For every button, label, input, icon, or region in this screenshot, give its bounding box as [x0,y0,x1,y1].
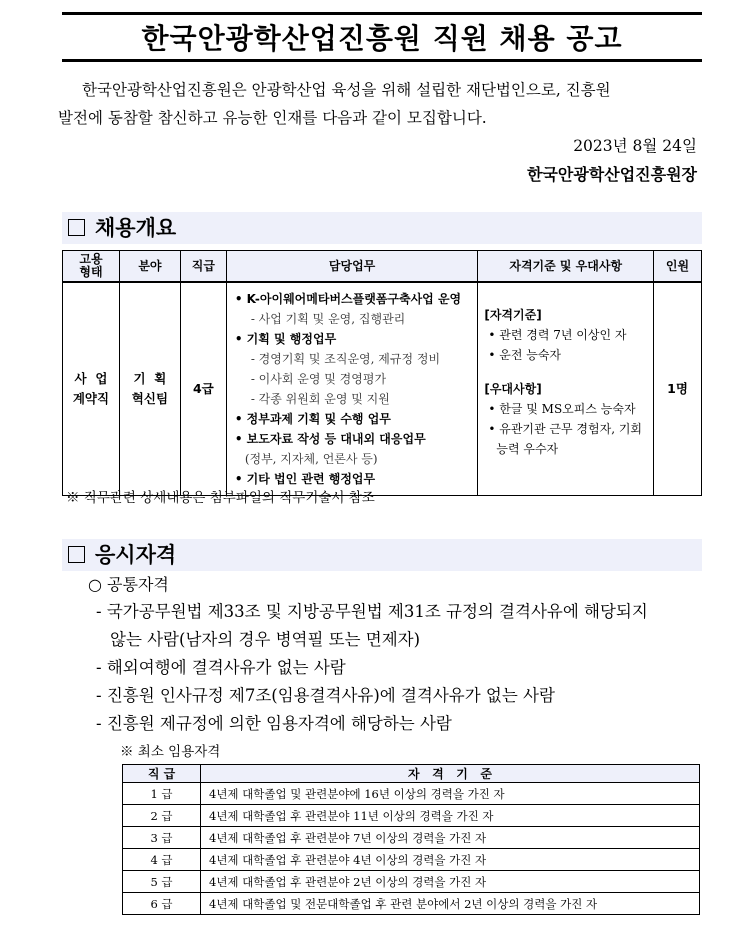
header-grade: 직급 [180,251,226,283]
checkbox-square-icon [68,546,85,563]
criteria-cell: 4년제 대학졸업 후 관련분야 11년 이상의 경력을 가진 자 [201,805,700,827]
eligibility-item: - 해외여행에 결격사유가 없는 사람 [96,658,346,677]
grade-cell: 5 급 [123,871,201,893]
eligibility-item: - 국가공무원법 제33조 및 지방공무원법 제31조 규정의 결격사유에 해당되지 [96,602,648,621]
grade-cell: 6 급 [123,893,201,915]
criteria-cell: 4년제 대학졸업 후 관련분야 7년 이상의 경력을 가진 자 [201,827,700,849]
cell-qualifications [478,282,654,496]
grade-cell: 3 급 [123,827,201,849]
criteria-cell: 4년제 대학졸업 및 관련분야에 16년 이상의 경력을 가진 자 [201,783,700,805]
recruitment-overview-table [62,250,702,496]
grade-cell: 1 급 [123,783,201,805]
duty-note: ※ 직무관련 상세내용은 첨부파일의 직무기술서 참조 [66,490,375,506]
header-field: 분야 [119,251,180,283]
section-heading-eligibility: 응시자격 [62,539,702,571]
minimum-qualification-note: ※ 최소 임용자격 [120,744,221,760]
duty-subitem: - 이사회 운영 및 경영평가 [250,372,387,386]
header-duties: 담당업무 [226,251,478,283]
header-employment-type: 고용 형태 [63,251,120,283]
cell-count: 1명 [654,282,702,496]
announcement-date: 2023년 8월 24일 [573,137,697,155]
header-count: 인원 [654,251,702,283]
table-row [123,827,700,849]
title-banner [62,12,702,62]
checkbox-square-icon [68,219,85,236]
cell-field: 기 획 혁신팀 [119,282,180,496]
table-row [123,893,700,915]
preference-item: 능력 우수자 [496,442,559,456]
preference-item: • 한글 및 MS오피스 능숙자 [488,402,636,416]
preference-heading: [우대사항] [484,382,542,396]
table-header-row [63,251,702,283]
criteria-cell: 4년제 대학졸업 후 관련분야 2년 이상의 경력을 가진 자 [201,871,700,893]
duty-subitem: - 각종 위원회 운영 및 지원 [250,392,390,406]
table-row [123,783,700,805]
duty-item: • K-아이웨어메타버스플랫폼구축사업 운영 [234,292,462,306]
qualification-heading: [자격기준] [484,308,542,322]
duty-item: • 기획 및 행정업무 [234,332,337,346]
intro-line: 한국안광학산업진흥원은 안광학산업 육성을 위해 설립한 재단법인으로, 진흥원 [82,81,611,99]
table-header-row [123,765,700,783]
eligibility-item: - 진흥원 인사규정 제7조(임용결격사유)에 결격사유가 없는 사람 [96,686,555,705]
eligibility-item-continued: 않는 사람(남자의 경우 병역필 또는 면제자) [110,630,421,649]
qualification-item: • 운전 능숙자 [488,348,562,362]
criteria-cell: 4년제 대학졸업 후 관련분야 4년 이상의 경력을 가진 자 [201,849,700,871]
cell-employment-type: 사 업 계약직 [63,282,120,496]
preference-item: • 유관기관 근무 경험자, 기회 [488,422,643,436]
table-row [123,805,700,827]
header-grade: 직 급 [123,765,201,783]
eligibility-item: - 진흥원 제규정에 의한 임용자격에 해당하는 사람 [96,714,452,733]
grade-cell: 2 급 [123,805,201,827]
duty-item: • 보도자료 작성 등 대내외 대응업무 [234,432,426,446]
duty-item: • 기타 법인 관련 행정업무 [234,472,376,486]
common-eligibility-subheading: ○ 공통자격 [88,575,169,594]
intro-line: 발전에 동참할 참신하고 유능한 인재를 다음과 같이 모집합니다. [58,109,487,127]
table-row [63,282,702,496]
duty-item: • 정부과제 기획 및 수행 업무 [234,412,391,426]
grade-cell: 4 급 [123,849,201,871]
section-heading-overview: 채용개요 [62,212,702,244]
cell-duties [226,282,478,496]
qualification-item: • 관련 경력 7년 이상인 자 [488,328,627,342]
duty-subitem: - 경영기획 및 조직운영, 제규정 정비 [250,352,441,366]
minimum-qualification-table [122,764,700,915]
header-qualifications: 자격기준 및 우대사항 [478,251,654,283]
page-title: 한국안광학산업진흥원 직원 채용 공고 [141,22,623,55]
table-row [123,849,700,871]
criteria-cell: 4년제 대학졸업 및 전문대학졸업 후 관련 분야에서 2년 이상의 경력을 가진 자 [201,893,700,915]
cell-grade: 4급 [180,282,226,496]
table-row [123,871,700,893]
intro-paragraph [58,76,700,132]
duty-subitem: - 사업 기획 및 운영, 집행관리 [250,312,406,326]
duty-subitem: (정부, 지자체, 언론사 등) [244,452,378,466]
signer: 한국안광학산업진흥원장 [526,165,697,184]
header-criteria: 자 격 기 준 [201,765,700,783]
